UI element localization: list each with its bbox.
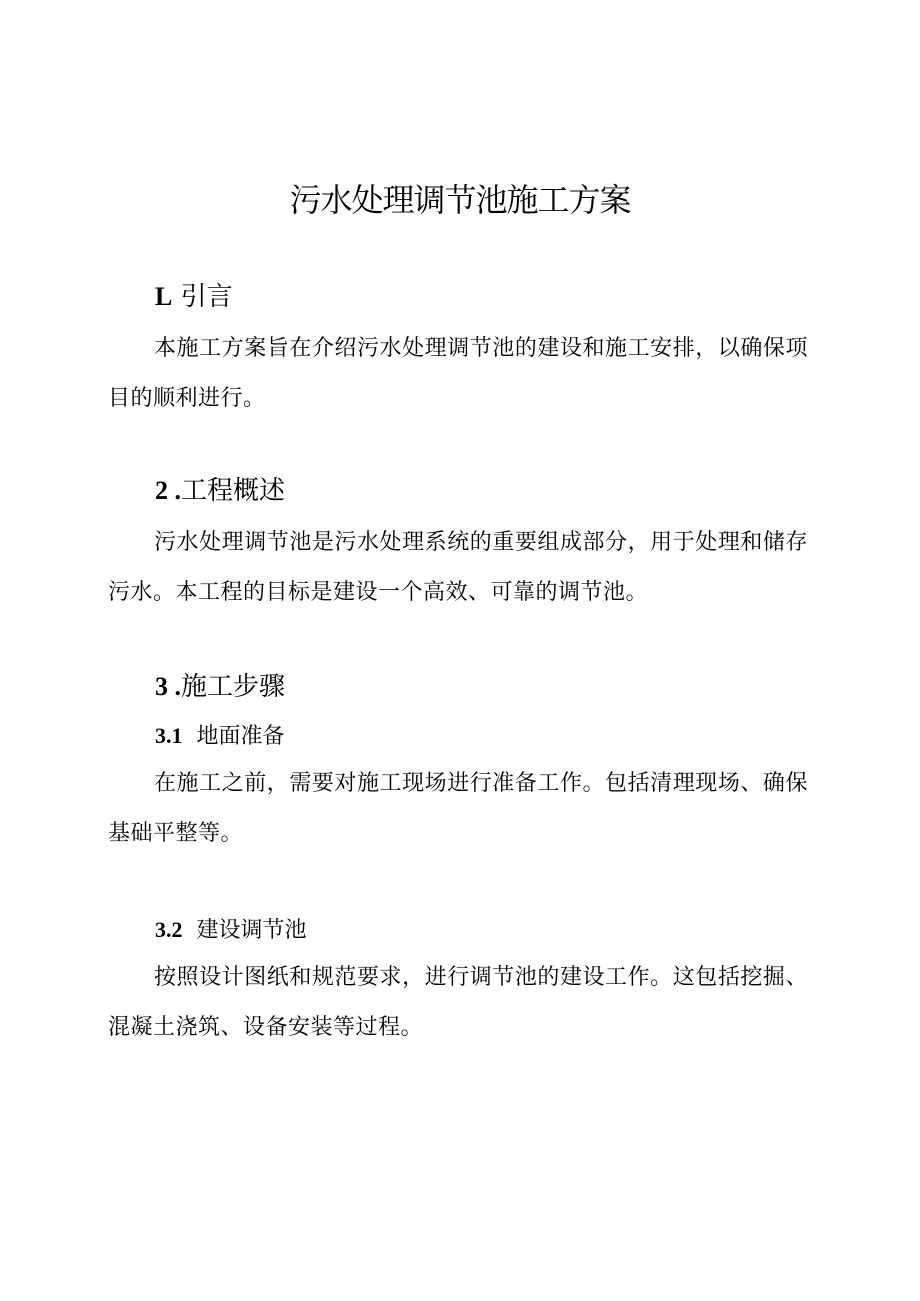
section-heading-1	[155, 280, 233, 314]
section-title: 引言	[172, 282, 233, 312]
subsection-title: 建设调节池	[196, 918, 307, 943]
section-heading-3	[155, 670, 285, 704]
section-number: 2 .	[155, 476, 181, 505]
document-title: 污水处理调节池施工方案	[289, 181, 631, 219]
subsection-number: 3.2	[155, 917, 183, 942]
section-title: 工程概述	[181, 476, 286, 506]
section-number: L	[155, 282, 173, 311]
subsection-heading-3-1	[155, 721, 285, 752]
subsection-number: 3.1	[155, 723, 183, 748]
section-paragraph-2: 污水处理调节池是污水处理系统的重要组成部分，用于处理和储存污水。本工程的目标是建设一个高效、可靠的调节池。	[108, 530, 808, 605]
section-paragraph-1: 本施工方案旨在介绍污水处理调节池的建设和施工安排，以确保项目的顺利进行。	[108, 336, 808, 411]
section-number: 3 .	[155, 672, 181, 701]
subsection-paragraph-3-1: 在施工之前，需要对施工现场进行准备工作。包括清理现场、确保基础平整等。	[108, 771, 808, 846]
subsection-paragraph-3-2: 按照设计图纸和规范要求，进行调节池的建设工作。这包括挖掘、混凝土浇筑、设备安装等过程。	[108, 965, 808, 1040]
section-heading-2	[155, 474, 285, 508]
subsection-heading-3-2	[155, 915, 307, 946]
subsection-title: 地面准备	[196, 724, 285, 749]
section-title: 施工步骤	[181, 672, 286, 702]
